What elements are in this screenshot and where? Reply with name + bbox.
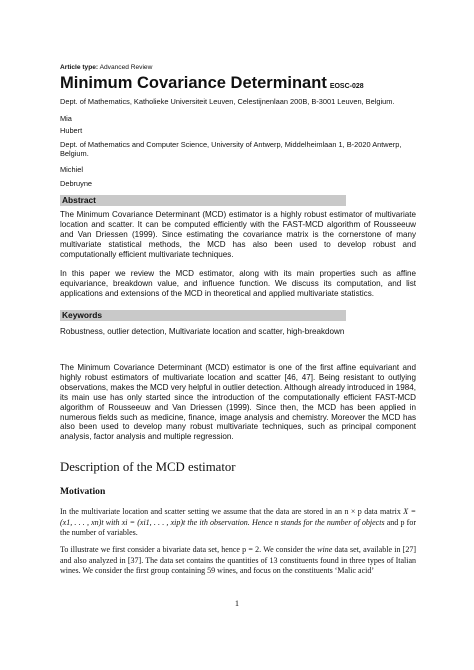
affiliation-1: Dept. of Mathematics, Katholieke Universiteit Leuven, Celestijnenlaan 200B, B-3001 Leuven, Belgium. — [60, 97, 395, 106]
intro-paragraph: The Minimum Covariance Determinant (MCD) estimator is one of the first affine equivariant and highly robust estimators of multivariate location and scatter [46, 47]. Being resistant to outlying observations, makes the MCD very helpful in outlier detection. Although already introduced in 1984, its main use has only started since the introduction of the computationally efficient FAST-MCD algorithm of Rousseeuw and Van Driessen (1999). Since then, the MCD has been applied in numerous fields such as medicine, finance, image analysis and chemistry. Moreover the MCD has also been used to develop many robust multivariate techniques, such as principal component analysis, factor analysis and multiple regression. — [60, 363, 416, 442]
abstract-paragraph-2: In this paper we review the MCD estimator, along with its main properties such as affine equivariance, breakdown value, and influence function. We discuss its computation, and list applications and extensions of the MCD in theoretical and applied multivariate statistics. — [60, 269, 416, 298]
motivation-p1-line-a: In the multivariate location and scatter setting we assume that the data are stored in an n × p data matrix — [60, 507, 401, 516]
article-type-line — [60, 64, 416, 71]
author-2-first: Michiel — [60, 165, 83, 174]
page-number: 1 — [234, 599, 240, 608]
motivation-p1-line-b: X = (x1, . . . , xn)t with xi = (xi1, . . . , xip)t the ith observation. Hence n stands for the number of objects — [60, 507, 417, 527]
paper-title: Minimum Covariance Determinant — [60, 74, 327, 92]
abstract-paragraph-1: The Minimum Covariance Determinant (MCD) estimator is a highly robust estimator of multivariate location and scatter. It can be computed efficiently with the FAST-MCD algorithm of Rousseeuw and Van Driessen (1999). Since estimating the covariance matrix is the cornerstone of many multivariate statistical methods, the MCD has also been used to develop robust and computationally efficient multivariate techniques. — [60, 210, 416, 259]
author-1-last: Hubert — [60, 126, 83, 135]
motivation-p2-part-b: data set, available in [27] and also analyzed in [37]. The data set contains the quantities of 13 constituents found in three types of Italian wines. We consider the first group containing 59 wines, and focus on the constituents ‘Malic acid’ — [60, 545, 416, 576]
motivation-p2-part-a: To illustrate we first consider a bivariate data set, hence p = 2. We consider the — [60, 545, 315, 554]
motivation-p1-line-c: and p for the number of variables. — [60, 517, 416, 538]
subsection-heading: Motivation — [60, 486, 106, 497]
keywords-heading: Keywords — [60, 310, 346, 321]
section-heading: Description of the MCD estimator — [60, 460, 236, 474]
title-code: EOSC-028 — [329, 83, 364, 90]
article-type-value: Advanced Review — [99, 64, 153, 71]
motivation-paragraph-1 — [60, 507, 416, 539]
author-2-last: Debruyne — [60, 179, 93, 188]
motivation-p2-wine: wine — [317, 545, 333, 554]
article-type-label: Article type: — [60, 64, 99, 71]
abstract-heading: Abstract — [60, 195, 346, 206]
author-1-first: Mia — [60, 114, 72, 123]
motivation-paragraph-2 — [60, 545, 416, 577]
affiliation-2: Dept. of Mathematics and Computer Science, University of Antwerp, Middelheimlaan 1, B-2020 Antwerp, Belgium. — [60, 140, 402, 159]
paper-title-line — [60, 73, 416, 97]
keywords-list: Robustness, outlier detection, Multivariate location and scatter, high-breakdown — [60, 327, 345, 336]
